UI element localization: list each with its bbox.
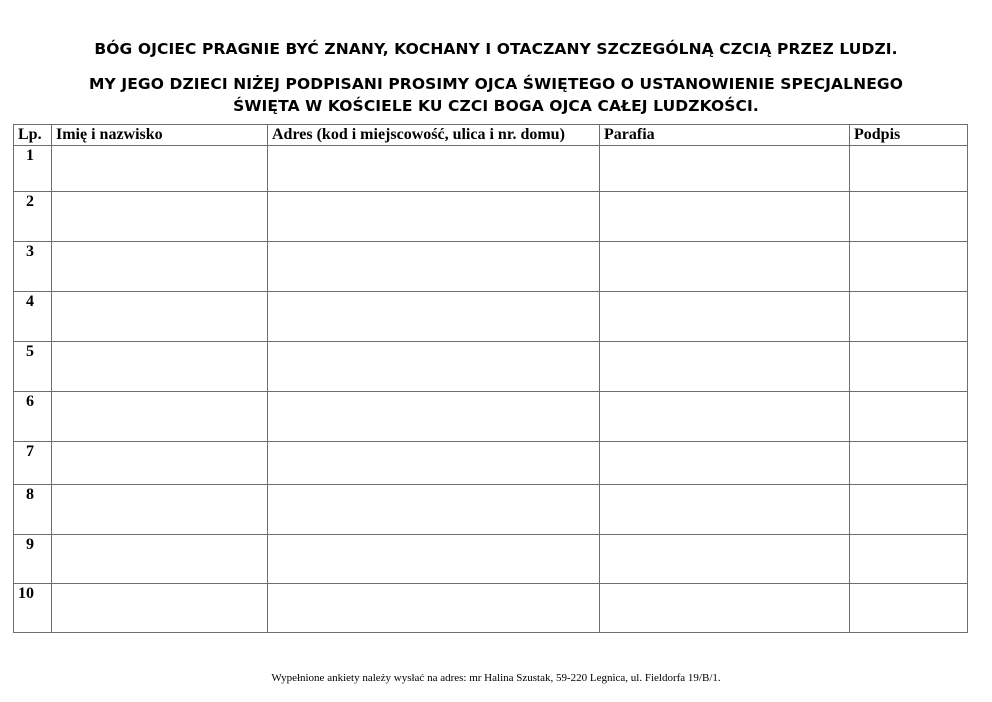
table-row: [14, 292, 968, 342]
signature-cell[interactable]: [850, 146, 968, 192]
table-row: [14, 392, 968, 442]
signature-cell[interactable]: [850, 392, 968, 442]
name-cell[interactable]: [52, 192, 268, 242]
row-number: 5: [14, 342, 52, 392]
name-cell[interactable]: [52, 584, 268, 633]
signature-cell[interactable]: [850, 342, 968, 392]
row-number: 9: [14, 535, 52, 584]
heading-line-3: ŚWIĘTA W KOŚCIELE KU CZCI BOGA OJCA CAŁEJ LUDZKOŚCI.: [233, 97, 759, 115]
row-number: 10: [14, 584, 52, 633]
row-number: 3: [14, 242, 52, 292]
address-cell[interactable]: [268, 192, 600, 242]
footer-note: Wypełnione ankiety należy wysłać na adres: mr Halina Szustak, 59-220 Legnica, ul. Fieldorfa 19/B/1.: [271, 672, 721, 684]
parish-cell[interactable]: [600, 392, 850, 442]
parish-cell[interactable]: [600, 292, 850, 342]
name-cell[interactable]: [52, 242, 268, 292]
signature-cell[interactable]: [850, 584, 968, 633]
table-row: [14, 584, 968, 633]
name-cell[interactable]: [52, 535, 268, 584]
signature-cell[interactable]: [850, 485, 968, 535]
row-number: 8: [14, 485, 52, 535]
column-header-address: Adres (kod i miejscowość, ulica i nr. domu): [268, 125, 600, 146]
parish-cell[interactable]: [600, 192, 850, 242]
row-number: 7: [14, 442, 52, 485]
heading-line-1: BÓG OJCIEC PRAGNIE BYĆ ZNANY, KOCHANY I OTACZANY SZCZEGÓLNĄ CZCIĄ PRZEZ LUDZI.: [94, 40, 898, 58]
column-header-lp: Lp.: [14, 125, 52, 146]
table-row: [14, 192, 968, 242]
name-cell[interactable]: [52, 392, 268, 442]
address-cell[interactable]: [268, 392, 600, 442]
address-cell[interactable]: [268, 146, 600, 192]
parish-cell[interactable]: [600, 242, 850, 292]
signature-cell[interactable]: [850, 535, 968, 584]
address-cell[interactable]: [268, 442, 600, 485]
table-header-row: [14, 125, 968, 146]
column-header-signature: Podpis: [850, 125, 968, 146]
address-cell[interactable]: [268, 535, 600, 584]
row-number: 4: [14, 292, 52, 342]
signature-table: [13, 124, 968, 633]
signature-cell[interactable]: [850, 192, 968, 242]
column-header-parish: Parafia: [600, 125, 850, 146]
parish-cell[interactable]: [600, 535, 850, 584]
row-number: 1: [14, 146, 52, 192]
address-cell[interactable]: [268, 342, 600, 392]
address-cell[interactable]: [268, 292, 600, 342]
table-row: [14, 242, 968, 292]
heading-line-2: MY JEGO DZIECI NIŻEJ PODPISANI PROSIMY OJCA ŚWIĘTEGO O USTANOWIENIE SPECJALNEGO: [89, 75, 903, 93]
name-cell[interactable]: [52, 342, 268, 392]
signature-cell[interactable]: [850, 242, 968, 292]
table-row: [14, 485, 968, 535]
address-cell[interactable]: [268, 584, 600, 633]
parish-cell[interactable]: [600, 146, 850, 192]
parish-cell[interactable]: [600, 342, 850, 392]
row-number: 2: [14, 192, 52, 242]
row-number: 6: [14, 392, 52, 442]
table-row: [14, 342, 968, 392]
table-row: [14, 535, 968, 584]
address-cell[interactable]: [268, 242, 600, 292]
name-cell[interactable]: [52, 146, 268, 192]
parish-cell[interactable]: [600, 442, 850, 485]
table-row: [14, 146, 968, 192]
signature-cell[interactable]: [850, 292, 968, 342]
signature-cell[interactable]: [850, 442, 968, 485]
column-header-name: Imię i nazwisko: [52, 125, 268, 146]
name-cell[interactable]: [52, 292, 268, 342]
parish-cell[interactable]: [600, 485, 850, 535]
name-cell[interactable]: [52, 442, 268, 485]
name-cell[interactable]: [52, 485, 268, 535]
table-row: [14, 442, 968, 485]
address-cell[interactable]: [268, 485, 600, 535]
parish-cell[interactable]: [600, 584, 850, 633]
